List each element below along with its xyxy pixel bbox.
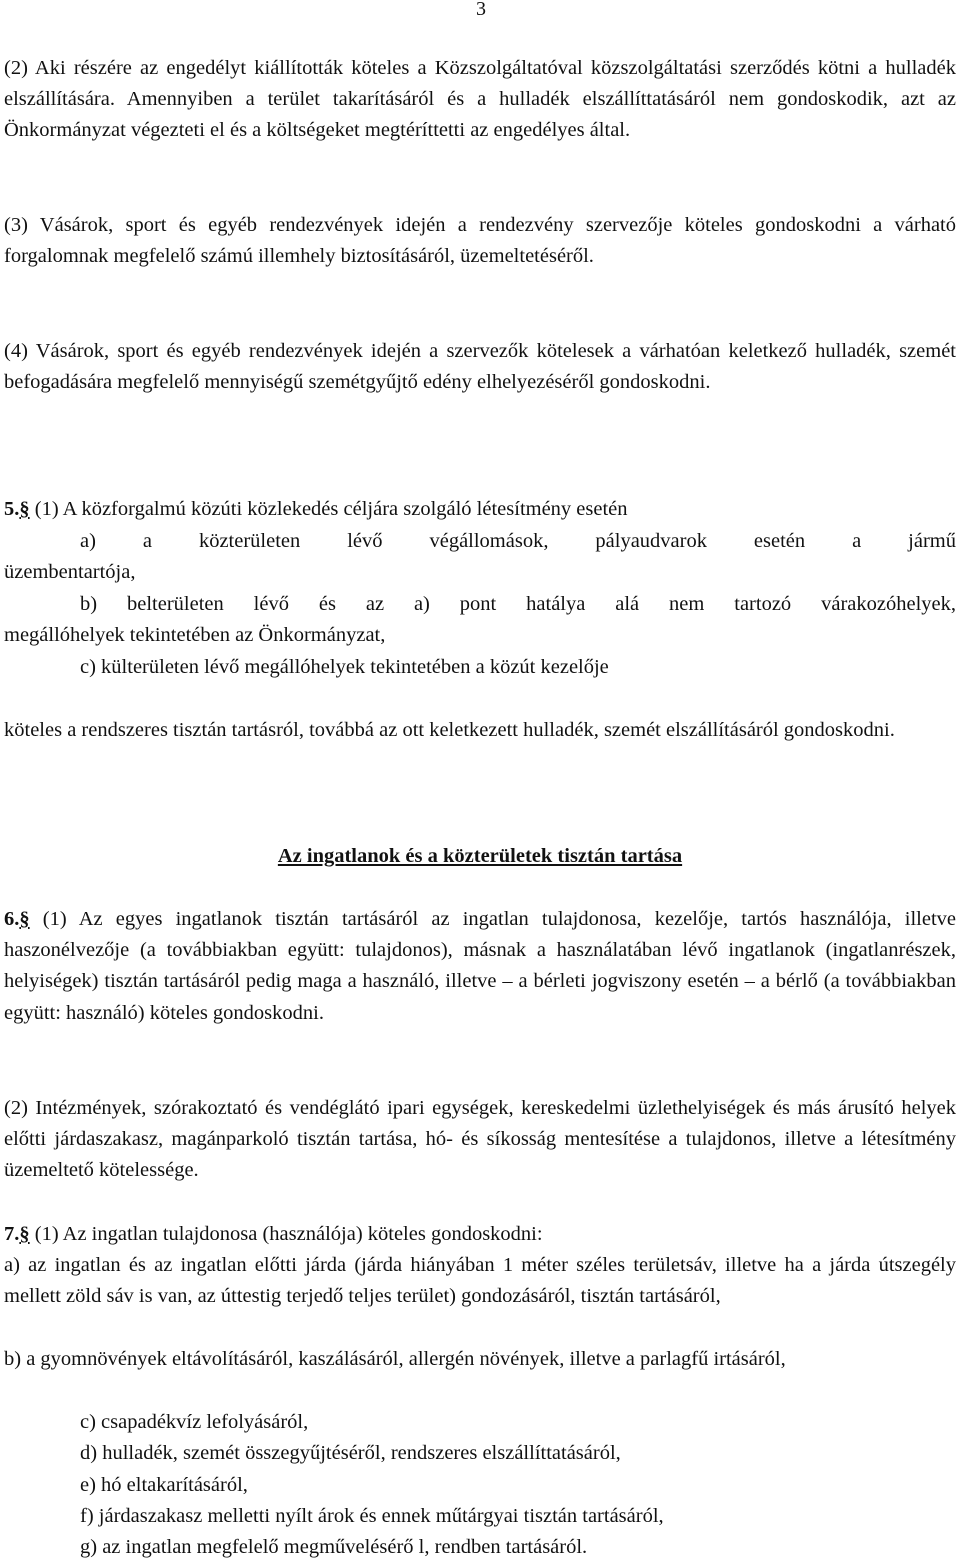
paragraph-2: (2) Aki részére az engedélyt kiállították köteles a Közszolgáltatóval közszolgáltatási szerződés kötni a hulladék elszállítására. Amennyiben a terület takarításáról és a hulladék elszállíttatásáról nem gondoskodik, azt az Önkormányzat végezteti el és a költségeket megtéríttetti az engedélyes által.	[4, 57, 956, 142]
page-number: 3	[476, 0, 486, 20]
section-7-item-f: f) járdaszakasz melletti nyílt árok és ennek műtárgyai tisztán tartásáról,	[80, 1505, 664, 1527]
section-5-item-c: c) külterületen lévő megállóhelyek tekintetében a közút kezelője	[80, 656, 609, 678]
section-6-paragraph-2: (2) Intézmények, szórakoztató és vendéglátó ipari egységek, kereskedelmi üzlethelyiségek és más árusító helyek előtti járdaszakasz, magánparkoló tisztán tartása, hó- és síkosság mentesítése a tulajdonos, illetve a létesítmény üzemeltető kötelessége.	[4, 1097, 956, 1182]
section-7-sign: §	[19, 1223, 30, 1245]
section-6-text: (1) Az egyes ingatlanok tisztán tartásáról az ingatlan tulajdonosa, kezelője, tartós használója, illetve haszonélvezője (a továbbiakban együtt: tulajdonos), másnak a használatában lévő ingatlanok (ingatlanrészek, helyiségek) tisztán tartásáról pedig maga a használó, illetve – a bérleti jogviszony esetén – a bérlő (a továbbiakban együtt: használó) köteles gondoskodni.	[4, 908, 956, 1024]
section-7-item-c: c) csapadékvíz lefolyásáról,	[80, 1411, 309, 1433]
section-7-item-b: b) a gyomnövények eltávolításáról, kaszálásáról, allergén növények, illetve a parlagfű irtásáról,	[4, 1348, 786, 1370]
section-7-item-g: g) az ingatlan megfelelő megművelésérő l, rendben tartásáról.	[80, 1536, 588, 1558]
section-7-item-e: e) hó eltakarításáról,	[80, 1474, 248, 1496]
section-heading: Az ingatlanok és a közterületek tisztán tartása	[277, 845, 683, 867]
section-6-sign: §	[19, 908, 30, 930]
paragraph-4: (4) Vásárok, sport és egyéb rendezvények idején a szervezők kötelesek a várhatóan keletkező hulladék, szemét befogadására megfelelő mennyiségű szemétgyűjtő edény elhelyezéséről gondoskodni.	[4, 340, 956, 394]
section-5-number: 5.	[4, 498, 20, 520]
section-7-intro-text: (1) Az ingatlan tulajdonosa (használója) köteles gondoskodni:	[29, 1223, 543, 1245]
section-7-item-a: a) az ingatlan és az ingatlan előtti járda (járda hiányában 1 méter széles területsáv, illetve ha a járda útszegély mellett zöld sáv is van, az úttestig terjedő teljes terület) gondozásáról, tisztán tartásáról,	[4, 1254, 956, 1308]
section-6-number: 6.	[4, 908, 20, 930]
section-5-intro-text: (1) A közforgalmú közúti közlekedés céljára szolgáló létesítmény esetén	[29, 498, 628, 520]
paragraph-3: (3) Vásárok, sport és egyéb rendezvények idején a rendezvény szervezője köteles gondoskodni a várható forgalomnak megfelelő számú illemhely biztosításáról, üzemeltetéséről.	[4, 214, 956, 268]
section-6-paragraph-1	[4, 904, 956, 1029]
section-5-closing: köteles a rendszeres tisztán tartásról, továbbá az ott keletkezett hulladék, szemét elszállításáról gondoskodni.	[4, 719, 895, 741]
section-5-item-a: a) a közterületen lévő végállomások, pályaudvarok esetén a jármű	[80, 530, 956, 552]
section-5-item-b-cont: megállóhelyek tekintetében az Önkormányzat,	[4, 624, 386, 646]
section-7-item-d: d) hulladék, szemét összegyűjtéséről, rendszeres elszállíttatásáról,	[80, 1442, 621, 1464]
section-7-intro	[4, 1219, 956, 1250]
section-5-item-a-cont: üzembentartója,	[4, 561, 136, 583]
section-5-intro	[4, 494, 956, 525]
section-5-sign: §	[19, 498, 30, 520]
section-5-item-b: b) belterületen lévő és az a) pont hatálya alá nem tartozó várakozóhelyek,	[80, 593, 956, 615]
section-7-number: 7.	[4, 1223, 20, 1245]
